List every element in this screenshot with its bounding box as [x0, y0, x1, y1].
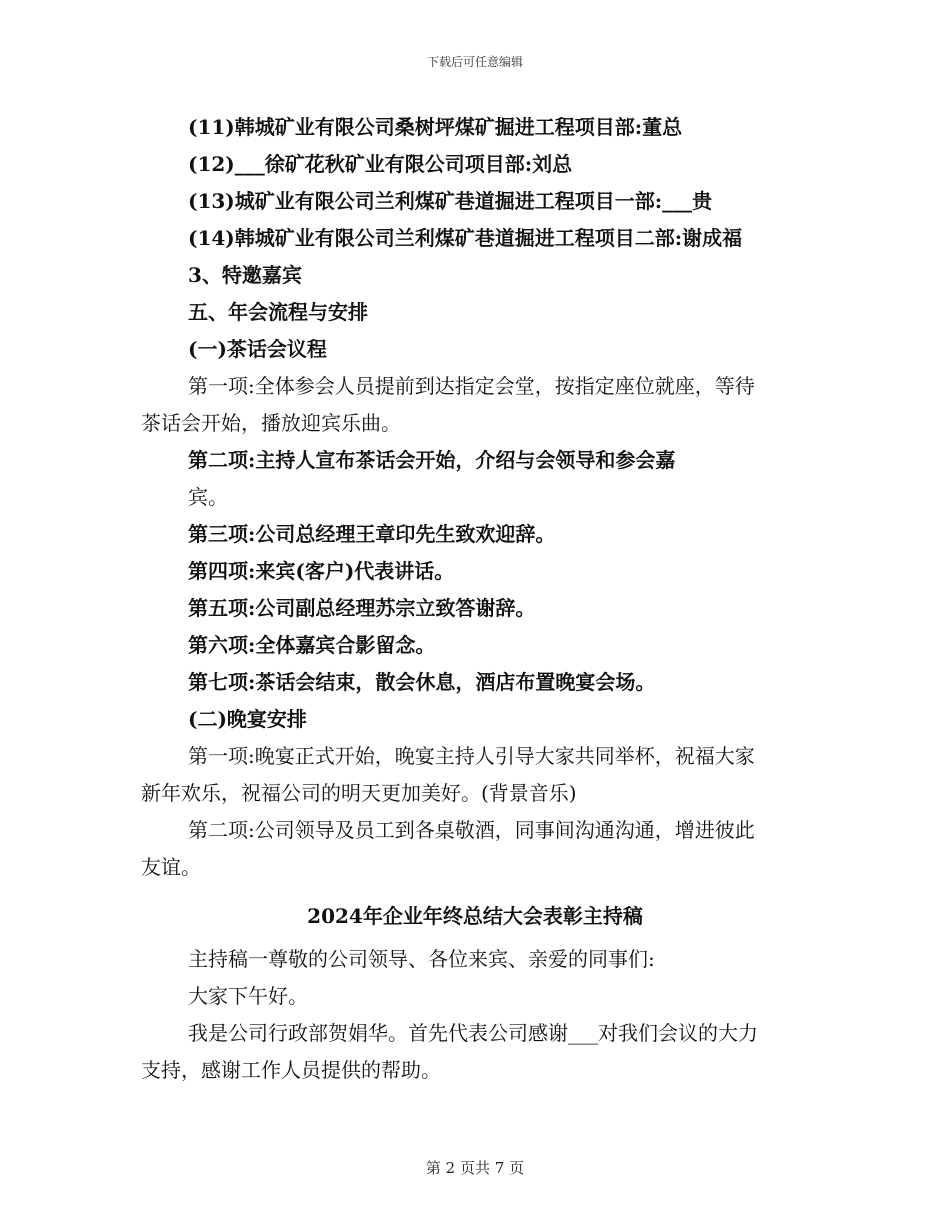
paragraph-line: 茶话会开始，播放迎宾乐曲。: [141, 411, 401, 435]
paragraph-line: 宾。: [188, 485, 228, 509]
paragraph-line: 第一项:晚宴正式开始，晚宴主持人引导大家共同举杯，祝福大家: [188, 744, 755, 768]
document-body: [141, 109, 809, 1089]
paragraph-line: 第五项:公司副总经理苏宗立致答谢辞。: [188, 596, 536, 620]
list-item: (14)韩城矿业有限公司兰利煤矿巷道掘进工程项目二部:谢成福: [188, 226, 743, 250]
paragraph-line: 第三项:公司总经理王章印先生致欢迎辞。: [188, 522, 556, 546]
subsection-heading: (一)茶话会议程: [188, 337, 327, 361]
paragraph-line: 第一项:全体参会人员提前到达指定会堂，按指定座位就座，等待: [188, 374, 755, 398]
paragraph-line: 支持，感谢工作人员提供的帮助。: [141, 1058, 441, 1082]
paragraph-line: 第二项:公司领导及员工到各桌敬酒，同事间沟通沟通，增进彼此: [188, 818, 755, 842]
paragraph-line: 新年欢乐，祝福公司的明天更加美好。(背景音乐): [141, 781, 577, 805]
paragraph-line: 主持稿一尊敬的公司领导、各位来宾、亲爱的同事们:: [188, 947, 655, 971]
paragraph-line: 我是公司行政部贺娟华。首先代表公司感谢___对我们会议的大力: [188, 1021, 758, 1045]
paragraph-line: 第六项:全体嘉宾合影留念。: [188, 633, 436, 657]
paragraph-line: 友谊。: [141, 855, 201, 879]
list-item: (11)韩城矿业有限公司桑树坪煤矿掘进工程项目部:董总: [188, 115, 683, 139]
paragraph-line: 第四项:来宾(客户)代表讲话。: [188, 559, 455, 583]
paragraph-line: 第七项:茶话会结束，散会休息，酒店布置晚宴会场。: [188, 670, 656, 694]
paragraph-line: 第二项:主持人宣布茶话会开始，介绍与会领导和参会嘉: [188, 448, 676, 472]
list-item: (12)___徐矿花秋矿业有限公司项目部:刘总: [188, 152, 573, 176]
paragraph-line: 大家下午好。: [188, 984, 308, 1008]
page-header: 下载后可任意编辑: [426, 55, 523, 69]
section-heading: 五、年会流程与安排: [188, 300, 368, 324]
list-item: (13)城矿业有限公司兰利煤矿巷道掘进工程项目一部:___贵: [188, 189, 713, 213]
page-number: 第 2 页共 7 页: [425, 1159, 525, 1177]
section-title: 2024年企业年终总结大会表彰主持稿: [307, 904, 643, 928]
subsection-heading: (二)晚宴安排: [188, 707, 307, 731]
section-heading: 3、特邀嘉宾: [188, 263, 302, 287]
